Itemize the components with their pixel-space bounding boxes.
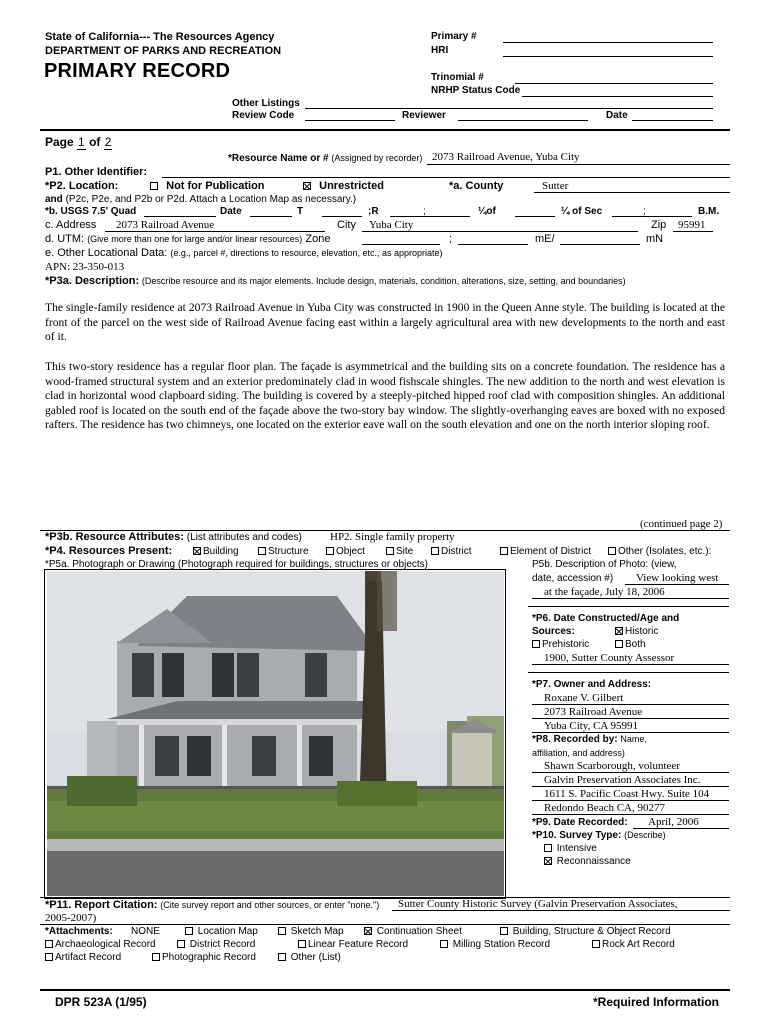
p4-object-option[interactable]: Object [326,546,365,557]
recorder-name[interactable]: Shawn Scarborough, volunteer [544,760,680,772]
p6-value[interactable]: 1900, Sutter County Assessor [544,652,675,664]
p11-value-2[interactable]: 2005-2007) [45,912,97,924]
utm-northing-label: mN [646,233,664,245]
section-field[interactable] [612,216,692,217]
recorder-line-4 [532,814,729,815]
primary-field[interactable] [503,42,713,43]
owner-line-2 [532,718,729,719]
address-value[interactable]: 2073 Railroad Avenue [116,219,215,231]
attachments-label: *Attachments: [45,926,113,937]
object-checkbox[interactable] [326,547,334,555]
sketch-map-option[interactable]: Sketch Map [278,926,344,937]
archaeological-record-option[interactable]: Archaeological Record [45,939,156,950]
township-field[interactable] [322,216,362,217]
utm-zone-field[interactable] [362,244,440,245]
p5b-line-1 [625,584,729,585]
city-value[interactable]: Yuba City [369,219,414,231]
trinomial-label: Trinomial # [431,72,484,83]
p4-district-option[interactable]: District [431,546,472,557]
site-checkbox[interactable] [386,547,394,555]
owner-line-1 [532,704,729,705]
utm-northing-field[interactable] [560,244,640,245]
building-record-checkbox[interactable] [500,927,508,935]
reviewer-field[interactable] [458,120,588,121]
range-label: ;R [368,206,379,217]
not-for-publication-checkbox[interactable] [150,182,158,190]
usgs-date-label: Date [220,206,242,217]
p5b-value-2[interactable]: at the façade, July 18, 2006 [544,586,665,598]
p9-line [633,828,729,829]
trinomial-field[interactable] [515,83,713,84]
p5a-label: *P5a. Photograph or Drawing (Photograph required for buildings, structures or objects) [45,559,428,570]
recorder-line-1 [532,772,729,773]
review-code-label: Review Code [232,110,295,121]
owner-name[interactable]: Roxane V. Gilbert [544,692,624,704]
apn-value[interactable]: APN: 23-350-013 [45,261,125,273]
building-checkbox[interactable] [193,547,201,555]
milling-station-record-option[interactable]: Milling Station Record [440,939,550,950]
usgs-quad-label: *b. USGS 7.5' Quad [45,206,137,217]
district-record-option[interactable]: District Record [177,939,255,950]
p5b-label-2: date, accession #) [532,573,614,584]
zip-value[interactable]: 95991 [678,219,706,231]
intensive-option[interactable]: Intensive [544,843,597,854]
p7-label: *P7. Owner and Address: [532,679,652,690]
quarter-of-label: ¼of [478,206,496,217]
element-checkbox[interactable] [500,547,508,555]
address-line [105,231,325,232]
usgs-date-field[interactable] [250,216,292,217]
p4-element-option[interactable]: Element of District [500,546,591,557]
p4-structure-option[interactable]: Structure [258,546,309,557]
structure-checkbox[interactable] [258,547,266,555]
header-divider [40,129,730,131]
archaeological-record-checkbox[interactable] [45,940,53,948]
other-list-option[interactable]: Other (List) [278,952,341,963]
other-list-checkbox[interactable] [278,953,286,961]
artifact-record-checkbox[interactable] [45,953,53,961]
resource-name-line [427,164,730,165]
form-title: PRIMARY RECORD [44,60,231,82]
description-paragraph-2: This two-story residence has a regular floor plan. The façade is asymmetrical and the building sits on a concrete foundation. The residence has a wood-framed structural system and an exterior predominately clad in wood fishscale shingles. The new addition to the north and west elevation is clad in horizontal wood clapboard siding. The building is covered by a steeply-pitched hipped roof clad with composition shingles. An additional gabled roof is located on the south end of the façade above the two-story bay window. The slightly-overhanging eaves are boxed with no exposed rafters. The residence has two chimneys, one located on the exterior eave wall on the south elevation and one on the north interior sloping roof. [45,360,725,432]
p8-note: affiliation, and address) [532,748,625,758]
linear-feature-record-checkbox[interactable] [298,940,306,948]
utm-label: d. UTM: (Give more than one for large and/or linear resources) Zone [45,233,331,245]
p5b-label: P5b. Description of Photo: (view, [532,559,677,570]
section-separator: ; [643,206,646,217]
sketch-map-checkbox[interactable] [278,927,286,935]
intensive-checkbox[interactable] [544,844,552,852]
other-locational-label: e. Other Locational Data: (e.g., parcel #, directions to resource, elevation, etc., as appropriate) [45,247,443,259]
attachments-none[interactable]: NONE [131,926,160,937]
owner-street[interactable]: 2073 Railroad Avenue [544,706,643,718]
p4-label: *P4. Resources Present: [45,545,173,557]
zip-label: Zip [651,219,667,231]
district-checkbox[interactable] [431,547,439,555]
house-photo-svg [47,571,504,896]
p8-label: *P8. Recorded by: Name, [532,734,647,745]
p2-label: *P2. Location: [45,180,119,192]
recorder-line-2 [532,786,729,787]
zip-line [673,231,713,232]
p11-line [392,910,730,911]
hri-field[interactable] [503,56,713,57]
p1-label: P1. Other Identifier: [45,166,148,178]
both-checkbox[interactable] [615,640,623,648]
linear-feature-record-option[interactable]: Linear Feature Record [298,939,408,950]
recorder-affiliation[interactable]: Galvin Preservation Associates Inc. [544,774,701,786]
other-listings-label: Other Listings [232,98,300,109]
p9-value[interactable]: April, 2006 [648,816,699,828]
artifact-record-option[interactable]: Artifact Record [45,952,121,963]
district-record-checkbox[interactable] [177,940,185,948]
location-map-option[interactable]: Location Map [185,926,258,937]
p4-building-option[interactable]: Building [193,546,239,557]
milling-station-record-checkbox[interactable] [440,940,448,948]
prehistoric-option[interactable]: Prehistoric [532,639,589,650]
hri-label: HRI [431,45,449,56]
p4-site-option[interactable]: Site [386,546,413,557]
date-field[interactable] [632,120,713,121]
utm-easting-field[interactable] [458,244,528,245]
p11-label: *P11. Report Citation: (Cite survey report and other sources, or enter "none.") [45,899,380,911]
prehistoric-checkbox[interactable] [532,640,540,648]
p3b-value[interactable]: HP2. Single family property [330,531,455,543]
township-label: T [297,206,304,217]
primary-label: Primary # [431,31,477,42]
historic-option[interactable]: Historic [615,626,658,637]
utm-easting-label: mE/ [535,233,555,245]
utm-separator: ; [449,233,453,245]
p10-label: *P10. Survey Type: (Describe) [532,830,666,841]
quarter-sec-label: ¼ of Sec [561,206,603,217]
other-listings-field[interactable] [305,108,713,109]
unrestricted-option[interactable]: Unrestricted [303,180,384,192]
photographic-record-checkbox[interactable] [152,953,160,961]
resource-name-value[interactable]: 2073 Railroad Avenue, Yuba City [432,151,580,163]
recorder-line-3 [532,800,729,801]
p6-label: *P6. Date Constructed/Age and [532,613,680,624]
resource-name-label: *Resource Name or # (Assigned by recorder) [228,153,423,164]
required-information: *Required Information [593,995,720,1009]
other-checkbox[interactable] [608,547,616,555]
department-name: DEPARTMENT OF PARKS AND RECREATION [45,45,282,57]
recorder-street[interactable]: 1611 S. Pacific Coast Hwy. Suite 104 [544,788,710,800]
unrestricted-checkbox[interactable] [303,182,311,190]
attachments-divider [40,924,730,925]
p4-other-option[interactable]: Other (Isolates, etc.): [608,546,711,557]
p6-sources-label: Sources: [532,626,575,637]
p3a-label: *P3a. Description: (Describe resource and its major elements. Include design, materials, condition, alterations, size, setting, and boundaries) [45,275,626,287]
reviewer-label: Reviewer [402,110,446,121]
rock-art-record-option[interactable]: Rock Art Record [592,939,675,950]
base-meridian-label: B.M. [698,206,720,217]
agency-name: State of California--- The Resources Agency [45,31,275,43]
continuation-sheet-option[interactable]: Continuation Sheet [364,926,462,937]
range-field[interactable] [390,216,470,217]
p3b-label: *P3b. Resource Attributes: (List attributes and codes) [45,531,302,543]
p6-line [532,664,729,665]
p11-value[interactable]: Sutter County Historic Survey (Galvin Preservation Associates, [398,898,678,910]
recorder-city[interactable]: Redondo Beach CA, 90277 [544,802,665,814]
county-value[interactable]: Sutter [542,180,569,192]
p6-divider [528,606,729,607]
owner-line-3 [532,732,729,733]
nrhp-field[interactable] [522,96,713,97]
address-label: c. Address [45,219,97,231]
form-id: DPR 523A (1/95) [55,995,147,1009]
house-photograph [47,571,504,896]
city-label: City [337,219,356,231]
rock-art-record-checkbox[interactable] [592,940,600,948]
owner-city[interactable]: Yuba City, CA 95991 [544,720,639,732]
description-paragraph-1: The single-family residence at 2073 Railroad Avenue in Yuba City was constructed in 1900 in the Queen Anne style. The building is located at the front of the parcel on the west side of Railroad Avenue facing east within a largely agricultural area with new developments to the north and east of it. [45,301,725,344]
footer-divider [40,989,730,991]
reconnaissance-option[interactable]: Reconnaissance [544,856,631,867]
location-map-checkbox[interactable] [185,927,193,935]
city-line [362,231,638,232]
continued-note: (continued page 2) [640,518,723,530]
reconnaissance-checkbox[interactable] [544,857,552,865]
range-separator: ; [423,206,426,217]
p5b-line-2 [532,598,729,599]
p5b-value-1[interactable]: View looking west [636,572,719,584]
quarter-of-field[interactable] [515,216,555,217]
p9-label: *P9. Date Recorded: [532,817,628,828]
date-label: Date [606,110,628,121]
location-and-note: and (P2c, P2e, and P2b or P2d. Attach a Location Map as necessary.) [45,194,357,205]
county-label: *a. County [449,180,504,192]
nrhp-label: NRHP Status Code [431,85,521,96]
historic-checkbox[interactable] [615,627,623,635]
usgs-quad-field[interactable] [144,216,216,217]
photographic-record-option[interactable]: Photographic Record [152,952,256,963]
both-option[interactable]: Both [615,639,646,650]
page-indicator: Page 1 of 2 [45,135,112,149]
review-code-field[interactable] [305,120,395,121]
p7-divider [528,672,729,673]
county-line [534,192,730,193]
not-for-publication-option[interactable]: Not for Publication [150,180,265,192]
p1-field[interactable] [162,177,730,178]
building-record-option[interactable]: Building, Structure & Object Record [500,926,671,937]
continuation-sheet-checkbox[interactable] [364,927,372,935]
